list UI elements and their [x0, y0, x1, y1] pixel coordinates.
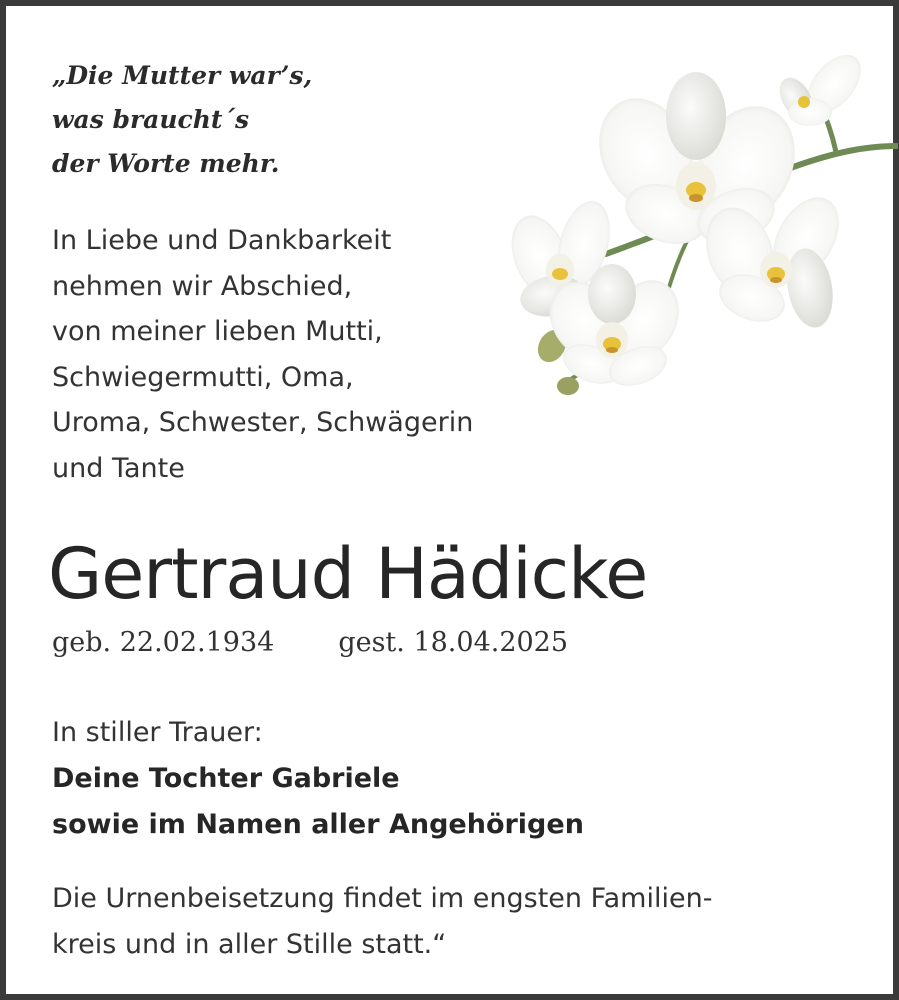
intro-line-3: von meiner lieben Mutti, — [52, 316, 383, 347]
intro-line-4: Schwiegermutti, Oma, — [52, 361, 354, 393]
intro-line-1: In Liebe und Dankbarkeit — [52, 225, 392, 256]
quote-line-2: was braucht´s — [52, 105, 250, 134]
intro-line-2: nehmen wir Abschied, — [52, 270, 353, 302]
intro-line-5: Uroma, Schwester, Schwägerin — [52, 407, 474, 438]
quote-line-3: der Worte mehr. — [52, 149, 280, 178]
funeral-note — [52, 876, 712, 968]
orchid-image — [506, 34, 898, 404]
mourners-line-2: sowie im Namen aller Angehörigen — [52, 809, 584, 840]
note-line-2: kreis und in aller Stille statt.“ — [52, 929, 447, 960]
note-line-1: Die Urnenbeisetzung findet im engsten Familien- — [52, 883, 713, 914]
mourners-line-1: Deine Tochter Gabriele — [52, 763, 400, 794]
death-date: gest. 18.04.2025 — [338, 627, 569, 658]
birth-date: geb. 22.02.1934 — [52, 627, 275, 658]
deceased-name: Gertraud Hädicke — [48, 533, 648, 615]
intro-line-6: und Tante — [52, 452, 185, 484]
mourners — [52, 710, 584, 848]
intro-text — [52, 218, 473, 491]
quote-line-1: „Die Mutter war’s, — [52, 61, 313, 90]
life-dates — [52, 623, 568, 663]
mourners-heading: In stiller Trauer: — [52, 717, 263, 748]
quote — [52, 54, 312, 186]
